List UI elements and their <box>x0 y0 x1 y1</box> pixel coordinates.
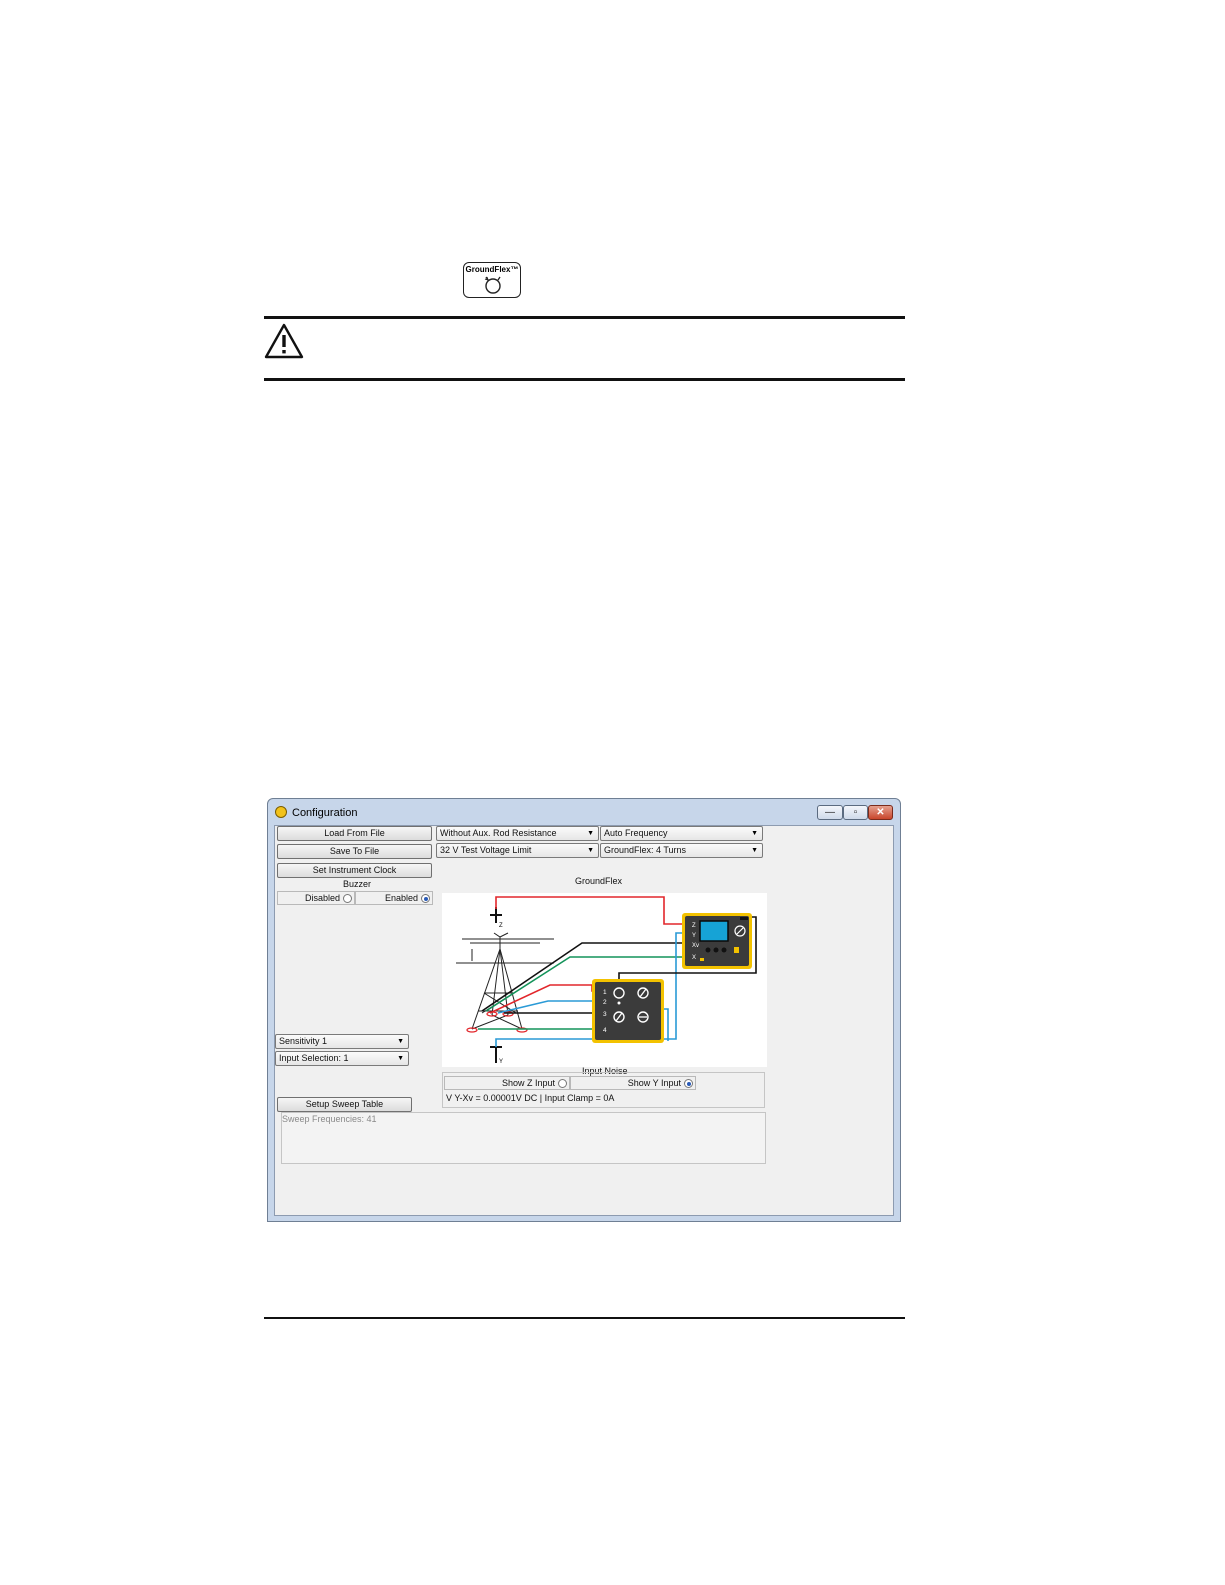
sweep-frequencies-text: Sweep Frequencies: 41 <box>282 1114 377 1124</box>
set-instrument-clock-button[interactable]: Set Instrument Clock <box>277 863 432 878</box>
radio-off-icon <box>558 1079 567 1088</box>
dropdown-arrow-icon: ▼ <box>751 830 758 837</box>
buzzer-enabled-label: Enabled <box>384 893 418 903</box>
input-noise-label: Input Noise <box>582 1066 628 1076</box>
groundflex-key <box>463 262 521 298</box>
title-bar[interactable] <box>268 799 900 825</box>
close-button[interactable]: ✕ <box>868 805 893 820</box>
meter-terminal-x: X <box>692 955 697 961</box>
wire-red-z <box>496 897 686 924</box>
dropdown-arrow-icon: ▼ <box>397 1038 404 1045</box>
radio-on-icon <box>684 1079 693 1088</box>
noise-reading: V Y-Xv = 0.00001V DC | Input Clamp = 0A <box>446 1093 615 1103</box>
buzzer-label: Buzzer <box>343 879 372 889</box>
radio-off-icon <box>343 894 352 903</box>
z-electrode-icon <box>490 907 502 923</box>
input-selection-select[interactable] <box>275 1051 409 1066</box>
rod-resistance-value: Without Aux. Rod Resistance <box>440 828 557 838</box>
groundflex-wiring-diagram <box>442 893 767 1067</box>
clamp-terminal-4: 4 <box>603 1027 607 1034</box>
wiring-diagram-svg <box>442 893 767 1067</box>
dropdown-arrow-icon: ▼ <box>751 847 758 854</box>
clamp-terminal-2: 2 <box>603 999 607 1006</box>
sensitivity-select[interactable] <box>275 1034 409 1049</box>
sensitivity-value: Sensitivity 1 <box>279 1036 328 1046</box>
y-marker-label: Y <box>499 1059 504 1065</box>
configuration-window <box>267 798 901 1222</box>
setup-sweep-table-button[interactable]: Setup Sweep Table <box>277 1097 412 1112</box>
input-noise-group <box>442 1072 765 1108</box>
z-marker-label: Z <box>499 923 503 929</box>
rod-resistance-select[interactable] <box>436 826 599 841</box>
meter-terminal-y: Y <box>692 933 697 939</box>
clamp-terminal-1: 1 <box>603 989 607 996</box>
frequency-value: Auto Frequency <box>604 828 668 838</box>
input-selection-value: Input Selection: 1 <box>279 1053 349 1063</box>
meter-terminal-xv: Xv <box>692 943 700 949</box>
client-area <box>274 825 894 1216</box>
buzzer-enabled-radio[interactable] <box>355 891 433 905</box>
voltage-limit-select[interactable] <box>436 843 599 858</box>
warning-bottom-rule <box>264 378 905 381</box>
sweep-info-panel <box>281 1112 766 1164</box>
transmission-tower-icon <box>456 933 554 1029</box>
window-title: Configuration <box>292 807 358 819</box>
groundflex-turns-select[interactable] <box>600 843 763 858</box>
dropdown-arrow-icon: ▼ <box>397 1055 404 1062</box>
show-y-input-label: Show Y Input <box>627 1078 681 1088</box>
radio-on-icon <box>421 894 430 903</box>
dropdown-arrow-icon: ▼ <box>587 847 594 854</box>
save-to-file-button[interactable]: Save To File <box>277 844 432 859</box>
minimize-button[interactable]: — <box>817 805 843 820</box>
load-from-file-button[interactable]: Load From File <box>277 826 432 841</box>
wire-blue-loop <box>664 1009 668 1041</box>
footer-rule <box>264 1317 905 1319</box>
groundflex-clamp-icon <box>482 275 504 295</box>
voltage-limit-value: 32 V Test Voltage Limit <box>440 845 532 855</box>
app-icon <box>275 806 287 818</box>
buzzer-disabled-radio[interactable] <box>277 891 355 905</box>
meter-terminal-z: Z <box>692 923 696 929</box>
show-y-input-radio[interactable] <box>570 1076 696 1090</box>
show-z-input-label: Show Z Input <box>501 1078 555 1088</box>
maximize-button[interactable]: ▫ <box>843 805 868 820</box>
groundflex-key-label: GroundFlex™ <box>465 265 519 274</box>
groundflex-turns-value: GroundFlex: 4 Turns <box>604 845 687 855</box>
show-z-input-radio[interactable] <box>444 1076 570 1090</box>
warning-top-rule <box>264 316 905 319</box>
buzzer-disabled-label: Disabled <box>304 893 340 903</box>
warning-triangle-icon <box>264 323 304 359</box>
dropdown-arrow-icon: ▼ <box>587 830 594 837</box>
diagram-title: GroundFlex <box>575 876 623 886</box>
clamp-terminal-3: 3 <box>603 1011 607 1018</box>
frequency-select[interactable] <box>600 826 763 841</box>
